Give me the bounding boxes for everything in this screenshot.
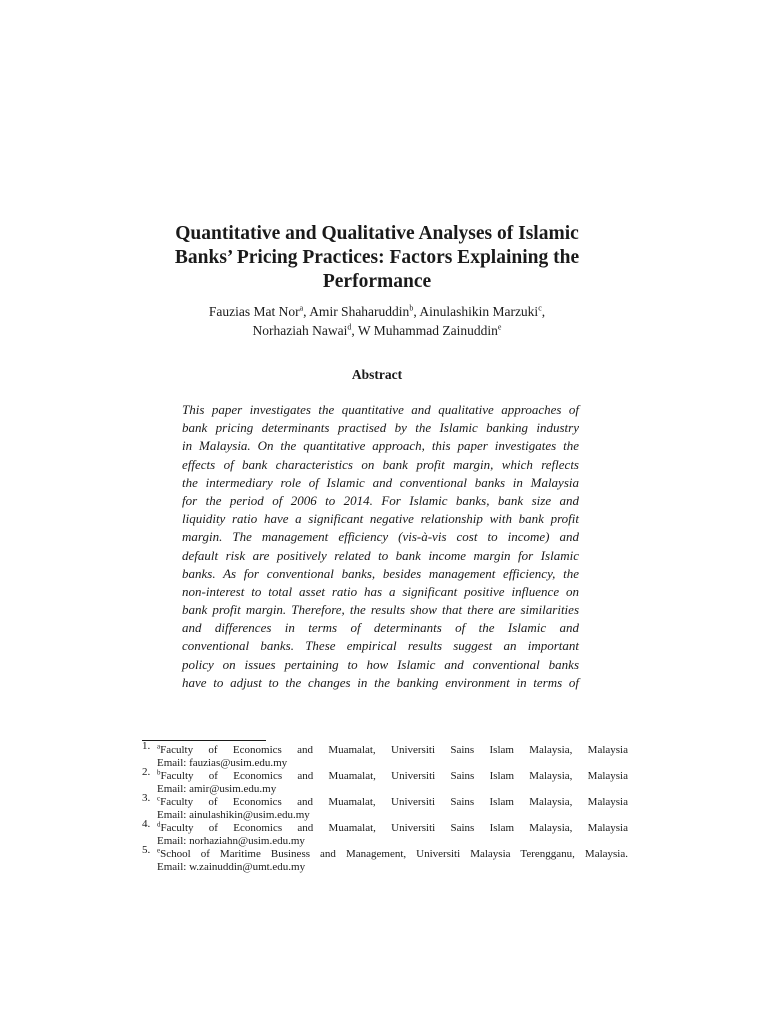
footnote-email: Email: ainulashikin@usim.edu.my [157, 809, 310, 821]
abstract-line: default risk are positively related to bank income margin for Islamic [182, 547, 579, 563]
footnote-number: 5. [142, 844, 151, 856]
author-line: Fauzias Mat Nor$^a$, Amir Shaharuddin$^b$, Ainulashikin Marzuki$^c$, [208, 303, 546, 319]
abstract-line: and differences in terms of determinants of the Islamic and [182, 620, 579, 636]
footnote-affiliation [157, 796, 628, 809]
abstract-line: the intermediary role of Islamic and conventional banks in Malaysia [182, 474, 579, 490]
abstract-line: bank profit margin. Therefore, the results show that there are similarities [182, 602, 579, 618]
footnote-email: Email: amir@usim.edu.my [157, 783, 277, 795]
author-mark: c [538, 303, 542, 313]
author-line: Norhaziah Nawai$^d$, W Muhammad Zainuddin$^e$ [252, 322, 502, 338]
author-mark: e [497, 322, 502, 332]
abstract-line: conventional banks. These empirical results suggest an important [182, 638, 579, 654]
footnote-number: 4. [142, 818, 151, 830]
footnote-affiliation [157, 822, 628, 835]
abstract-line: margin. The management efficiency (vis-à-vis cost to income) and [182, 529, 579, 545]
affiliation-text: School of Maritime Business and Management, Universiti Malaysia Terengganu, Malaysia. [160, 848, 628, 860]
abstract-line: non-interest to total asset ratio has a significant positive influence on [182, 583, 579, 599]
footnote-affiliation [157, 744, 628, 757]
footnote-item [142, 740, 628, 770]
author-name: Norhaziah Nawai [252, 323, 348, 338]
footnote-mark: d [157, 820, 161, 829]
footnote-list [142, 740, 628, 874]
abstract-body [182, 401, 579, 692]
affiliation-text: Faculty of Economics and Muamalat, Universiti Sains Islam Malaysia, Malaysia [160, 770, 628, 782]
abstract-line: This paper investigates the quantitative and qualitative approaches of [182, 402, 579, 417]
abstract-heading: Abstract [351, 367, 403, 382]
abstract-line: policy on issues pertaining to how Islamic and conventional banks [182, 656, 579, 672]
author-mark: b [409, 303, 414, 313]
author-mark: d [347, 322, 352, 332]
footnote-number: 1. [142, 740, 151, 752]
abstract-line: for the period of 2006 to 2014. For Islamic banks, bank size and [182, 492, 579, 508]
author-name: W Muhammad Zainuddin [357, 323, 498, 338]
affiliation-text: Faculty of Economics and Muamalat, Universiti Sains Islam Malaysia, Malaysia [160, 744, 628, 756]
abstract-line: banks. As for conventional banks, besides management efficiency, the [182, 565, 579, 581]
abstract-line: in Malaysia. On the quantitative approach, this paper investigates the [182, 438, 579, 454]
title-line: Performance [322, 271, 432, 292]
affiliation-text: Faculty of Economics and Muamalat, Universiti Sains Islam Malaysia, Malaysia [160, 796, 628, 808]
author-name: Fauzias Mat Nor [208, 304, 300, 319]
author-list [150, 302, 604, 340]
footnote-email: Email: w.zainuddin@umt.edu.my [157, 861, 306, 873]
footnote-number: 3. [142, 792, 151, 804]
abstract-line: liquidity ratio have a significant negative relationship with bank profit [182, 511, 579, 527]
author-mark: a [299, 303, 304, 313]
footnote-number: 2. [142, 766, 151, 778]
footnote-mark: b [157, 768, 161, 777]
footnote-email: Email: norhaziahn@usim.edu.my [157, 835, 305, 847]
footnote-item [142, 792, 628, 822]
author-name: Ainulashikin Marzuki [419, 304, 539, 319]
paper-title [150, 222, 604, 294]
footnote-mark: e [157, 846, 161, 855]
title-line: Quantitative and Qualitative Analyses of Islamic [175, 223, 579, 244]
footnote-mark: c [157, 794, 161, 803]
footnote-item [142, 818, 628, 848]
affiliation-text: Faculty of Economics and Muamalat, Universiti Sains Islam Malaysia, Malaysia [160, 822, 628, 834]
abstract-line: have to adjust to the changes in the banking environment in terms of [182, 674, 579, 690]
abstract-line: effects of bank characteristics on bank profit margin, which reflects [182, 456, 579, 472]
abstract-line: bank pricing determinants practised by the Islamic banking industry [182, 420, 579, 436]
footnote-email: Email: fauzias@usim.edu.my [157, 757, 288, 769]
footnote-divider [142, 740, 266, 741]
footnote-item [142, 766, 628, 796]
footnote-affiliation [157, 848, 628, 861]
author-name: Amir Shaharuddin [309, 304, 410, 319]
title-line: Banks’ Pricing Practices: Factors Explaining the [174, 247, 580, 268]
footnote-item [142, 844, 628, 874]
footnote-mark: a [157, 742, 161, 751]
footnote-affiliation [157, 770, 628, 783]
